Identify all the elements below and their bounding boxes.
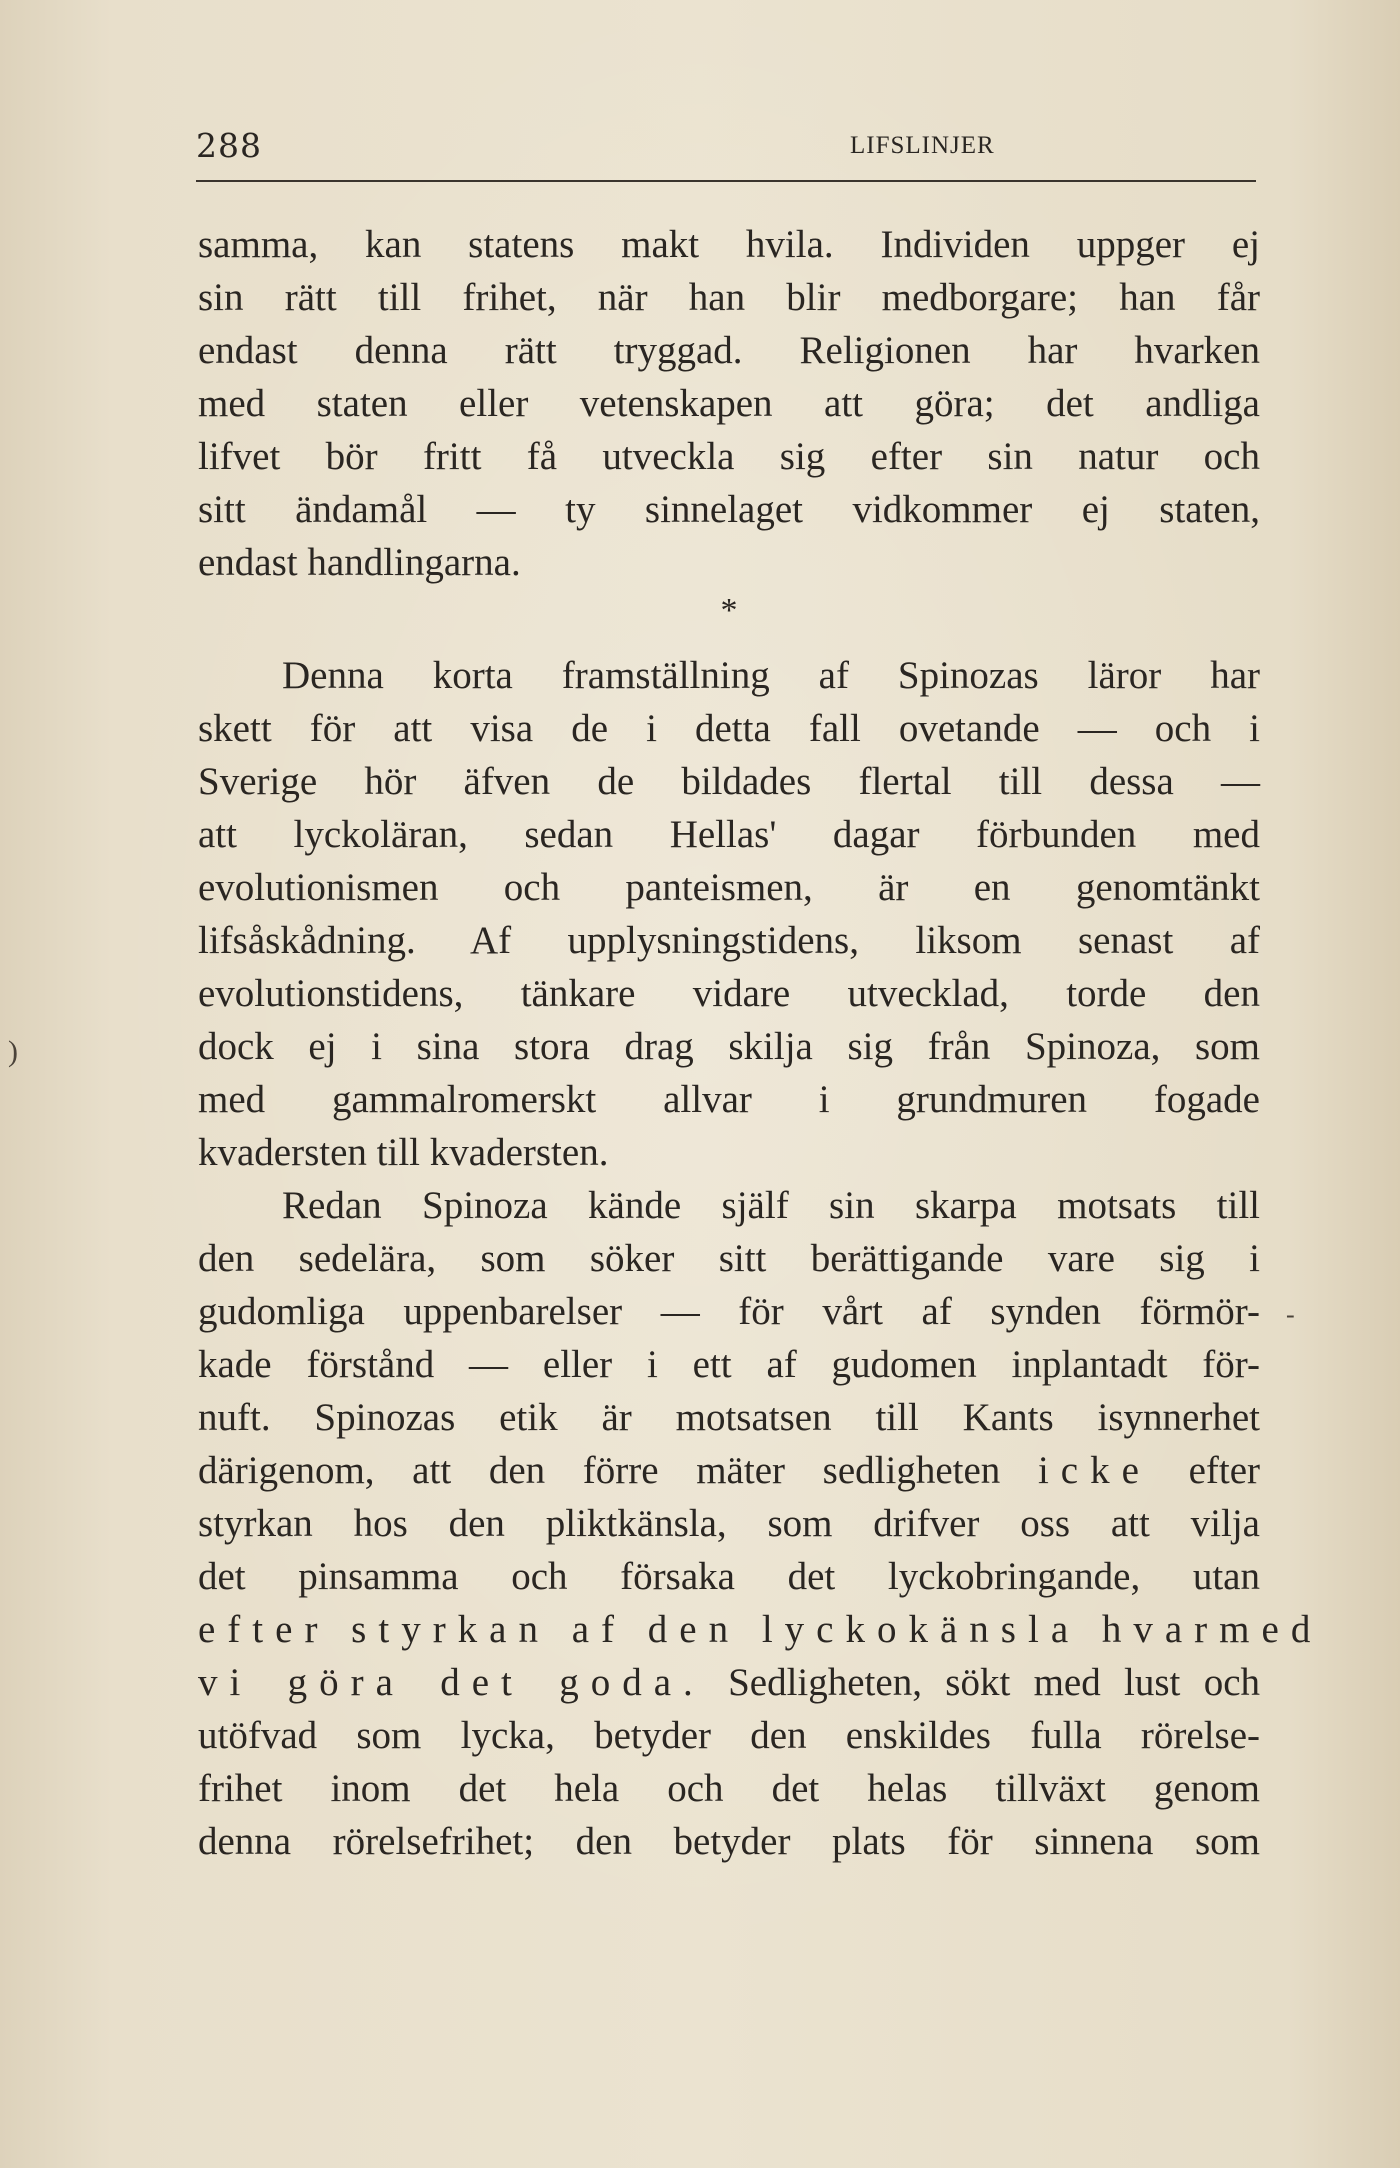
running-head xyxy=(196,120,1256,182)
text-line: lifsåskådning. Af upplysningstidens, liksom senast af xyxy=(198,919,1260,962)
text-line: denna rörelsefrihet; den betyder plats för sinnena som xyxy=(198,1820,1260,1863)
margin-mark-left: ) xyxy=(8,1035,18,1068)
text-segment: efter xyxy=(1188,1449,1261,1492)
text-line: Redan Spinoza kände själf sin skarpa motsats till xyxy=(282,1184,1260,1227)
text-line: sin rätt till frihet, när han blir medborgare; han får xyxy=(198,276,1260,319)
page-number: 288 xyxy=(196,126,262,165)
paragraph-3 xyxy=(198,1179,1323,1868)
text-line: evolutionstidens, tänkare vidare utvecklad, torde den xyxy=(198,972,1260,1015)
text-line: Sverige hör äfven de bildades flertal till dessa — xyxy=(198,760,1260,803)
body-text xyxy=(198,218,1323,1868)
spaced-emphasis: vi göra det goda. xyxy=(198,1661,705,1704)
text-line: evolutionismen och panteismen, är en genomtänkt xyxy=(198,866,1260,909)
text-line: sitt ändamål — ty sinnelaget vidkommer ej staten, xyxy=(198,488,1260,531)
text-line: den sedelära, som söker sitt berättigande vare sig i xyxy=(198,1237,1260,1280)
spaced-emphasis: icke xyxy=(1037,1449,1151,1492)
text-segment: Sedligheten, sökt med lust och xyxy=(728,1661,1260,1704)
text-line-with-emphasis xyxy=(198,1656,1260,1709)
text-line: kade förstånd — eller i ett af gudomen inplantadt för- xyxy=(198,1343,1260,1386)
text-line: samma, kan statens makt hvila. Individen uppger ej xyxy=(198,223,1260,266)
margin-mark-right: - xyxy=(1286,1300,1295,1329)
text-segment: därigenom, att den förre mäter sedligheten xyxy=(198,1449,1001,1492)
text-line: det pinsamma och försaka det lyckobringande, utan xyxy=(198,1555,1260,1598)
text-line-with-emphasis xyxy=(198,1444,1260,1497)
text-line: endast denna rätt tryggad. Religionen har hvarken xyxy=(198,329,1260,372)
text-line: frihet inom det hela och det helas tillväxt genom xyxy=(198,1767,1260,1810)
text-line: dock ej i sina stora drag skilja sig från Spinoza, som xyxy=(198,1025,1260,1068)
text-line: med staten eller vetenskapen att göra; det andliga xyxy=(198,382,1260,425)
text-line: att lyckoläran, sedan Hellas' dagar förbunden med xyxy=(198,813,1260,856)
running-title: LIFSLINJER xyxy=(850,132,995,159)
text-line: styrkan hos den pliktkänsla, som drifver oss att vilja xyxy=(198,1502,1260,1545)
text-line: kvadersten till kvadersten. xyxy=(198,1131,609,1174)
text-line: utöfvad som lycka, betyder den enskildes fulla rörelse- xyxy=(198,1714,1260,1757)
paragraph-1 xyxy=(198,218,1260,589)
text-line: nuft. Spinozas etik är motsatsen till Kants isynnerhet xyxy=(198,1396,1260,1439)
text-line: lifvet bör fritt få utveckla sig efter sin natur och xyxy=(198,435,1260,478)
paragraph-2 xyxy=(198,649,1260,1179)
text-line: Denna korta framställning af Spinozas läror har xyxy=(282,654,1260,697)
section-break-asterisk: * xyxy=(720,592,738,629)
text-line: gudomliga uppenbarelser — för vårt af synden förmör- xyxy=(198,1290,1260,1333)
text-line: med gammalromerskt allvar i grundmuren fogade xyxy=(198,1078,1260,1121)
spaced-emphasis-line: efter styrkan af den lyckokänsla hvarmed xyxy=(198,1608,1323,1651)
text-line: skett för att visa de i detta fall ovetande — och i xyxy=(198,707,1260,750)
text-line: endast handlingarna. xyxy=(198,541,521,584)
